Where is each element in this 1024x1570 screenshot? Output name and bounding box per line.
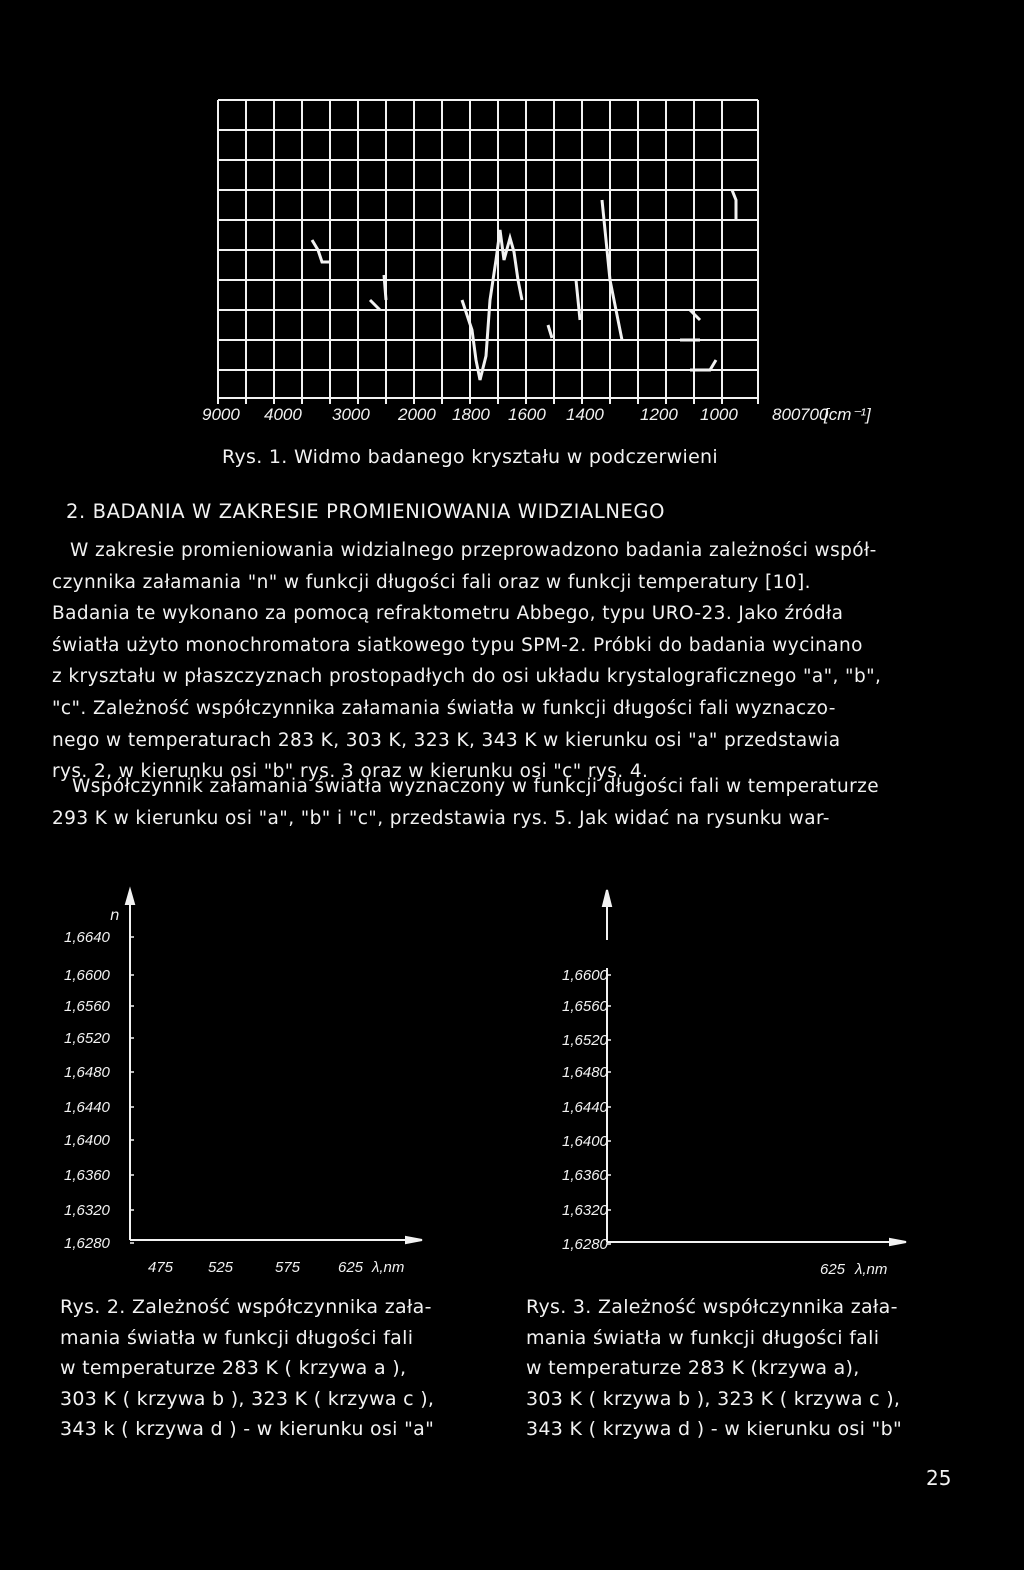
x-tick-label: 525	[208, 1259, 234, 1276]
paragraph-line: nego w temperaturach 283 K, 303 K, 323 K, 343 K w kierunku osi "a" przedstawia	[52, 729, 841, 751]
paragraph-line: "c". Zależność współczynnika załamania światła w funkcji długości fali wyznaczo-	[52, 698, 836, 719]
y-tick-label: 1,6520	[562, 1032, 608, 1049]
caption-line: mania światła w funkcji długości fali	[60, 1326, 414, 1349]
y-tick-label: 1,6640	[64, 929, 110, 946]
y-tick-label: 1,6320	[562, 1202, 608, 1219]
section-heading: 2. BADANIA W ZAKRESIE PROMIENIOWANIA WIDZIALNEGO	[66, 500, 666, 523]
y-tick-label: 1,6480	[64, 1064, 110, 1081]
spectrum-trace	[312, 190, 736, 380]
y-tick-label: 1,6360	[562, 1167, 608, 1184]
y-tick-label: 1,6320	[64, 1202, 110, 1219]
caption-line: w temperaturze 283 K (krzywa a),	[526, 1357, 860, 1379]
y-axis-arrow	[126, 890, 134, 904]
y-tick-label: 1,6480	[562, 1064, 608, 1081]
x-tick-label: [cm⁻¹]	[824, 405, 871, 424]
figure-1-caption: Rys. 1. Widmo badanego kryształu w podczerwieni	[222, 446, 718, 468]
y-tick-label: 1,6360	[64, 1167, 110, 1184]
y-tick-label: 1,6520	[64, 1030, 110, 1047]
caption-line: 303 K ( krzywa b ), 323 K ( krzywa c ),	[60, 1387, 435, 1410]
x-tick-label: 475	[148, 1259, 174, 1276]
x-tick-label: 4000	[264, 405, 302, 424]
x-axis-arrow	[406, 1237, 422, 1243]
caption-line: 303 K ( krzywa b ), 323 K ( krzywa c ),	[526, 1387, 901, 1410]
x-tick-label: 625	[338, 1259, 364, 1276]
y-tick-label: 1,6600	[64, 967, 110, 984]
x-tick-label: 3000	[332, 405, 370, 424]
x-tick-label: 800	[772, 405, 801, 424]
page-number: 25	[926, 1466, 952, 1490]
caption-line: mania światła w funkcji długości fali	[526, 1326, 880, 1349]
y-tick-label: 1,6560	[562, 998, 608, 1015]
ir-spectrum-figure	[0, 0, 1024, 430]
x-tick-label: 1800	[452, 405, 490, 424]
x-tick-label: 1000	[700, 405, 738, 424]
caption-line: w temperaturze 283 K ( krzywa a ),	[60, 1357, 407, 1379]
paragraph-line: światła użyto monochromatora siatkowego typu SPM-2. Próbki do badania wycinano	[52, 634, 863, 656]
caption-line: 343 k ( krzywa d ) - w kierunku osi "a"	[60, 1418, 435, 1440]
y-axis-arrow	[603, 890, 611, 906]
y-tick-label: 1,6440	[64, 1099, 110, 1116]
caption-line: Rys. 3. Zależność współczynnika zała-	[526, 1296, 898, 1318]
paragraph-line: Badania te wykonano za pomocą refraktometru Abbego, typu URO-23. Jako źródła	[52, 603, 844, 625]
y-tick-label: 1,6280	[562, 1236, 608, 1253]
paragraph-line: W zakresie promieniowania widzialnego przeprowadzono badania zależności współ-	[70, 540, 877, 561]
x-axis-label: λ,nm	[855, 1261, 888, 1278]
x-tick-label: 575	[275, 1259, 301, 1276]
y-tick-label: 1,6560	[64, 998, 110, 1015]
x-tick-label: 1600	[508, 405, 546, 424]
y-tick-label: 1,6400	[562, 1133, 608, 1150]
y-tick-label: 1,6600	[562, 967, 608, 984]
x-tick-label: 625	[820, 1261, 846, 1278]
paragraph-line: z kryształu w płaszczyznach prostopadłych do osi układu krystalograficznego "a", "b",	[52, 666, 882, 688]
x-tick-label: 1200	[640, 405, 678, 424]
caption-line: 343 K ( krzywa d ) - w kierunku osi "b"	[526, 1418, 902, 1440]
figure-3-chart	[512, 880, 1024, 1290]
paragraph-line: Współczynnik załamania światła wyznaczony w funkcji długości fali w temperaturze	[72, 776, 879, 797]
x-tick-label: 2000	[398, 405, 436, 424]
y-tick-label: 1,6280	[64, 1235, 110, 1252]
x-axis-label: λ,nm	[372, 1259, 405, 1276]
x-axis-arrow	[890, 1239, 906, 1245]
y-axis-label: n	[110, 906, 120, 924]
x-tick-label: 700	[800, 405, 829, 424]
paragraph-line: czynnika załamania "n" w funkcji długości fali oraz w funkcji temperatury [10].	[52, 571, 811, 593]
paragraph-line: 293 K w kierunku osi "a", "b" i "c", przedstawia rys. 5. Jak widać na rysunku war-	[52, 807, 830, 829]
caption-line: Rys. 2. Zależność współczynnika zała-	[60, 1296, 432, 1318]
y-tick-label: 1,6400	[64, 1132, 110, 1149]
paragraph-line: rys. 2, w kierunku osi "b" rys. 3 oraz w kierunku osi "c" rys. 4.	[52, 761, 649, 783]
y-tick-label: 1,6440	[562, 1099, 608, 1116]
x-tick-label: 9000	[202, 405, 240, 424]
x-tick-label: 1400	[566, 405, 604, 424]
figure-2-chart	[0, 880, 512, 1290]
